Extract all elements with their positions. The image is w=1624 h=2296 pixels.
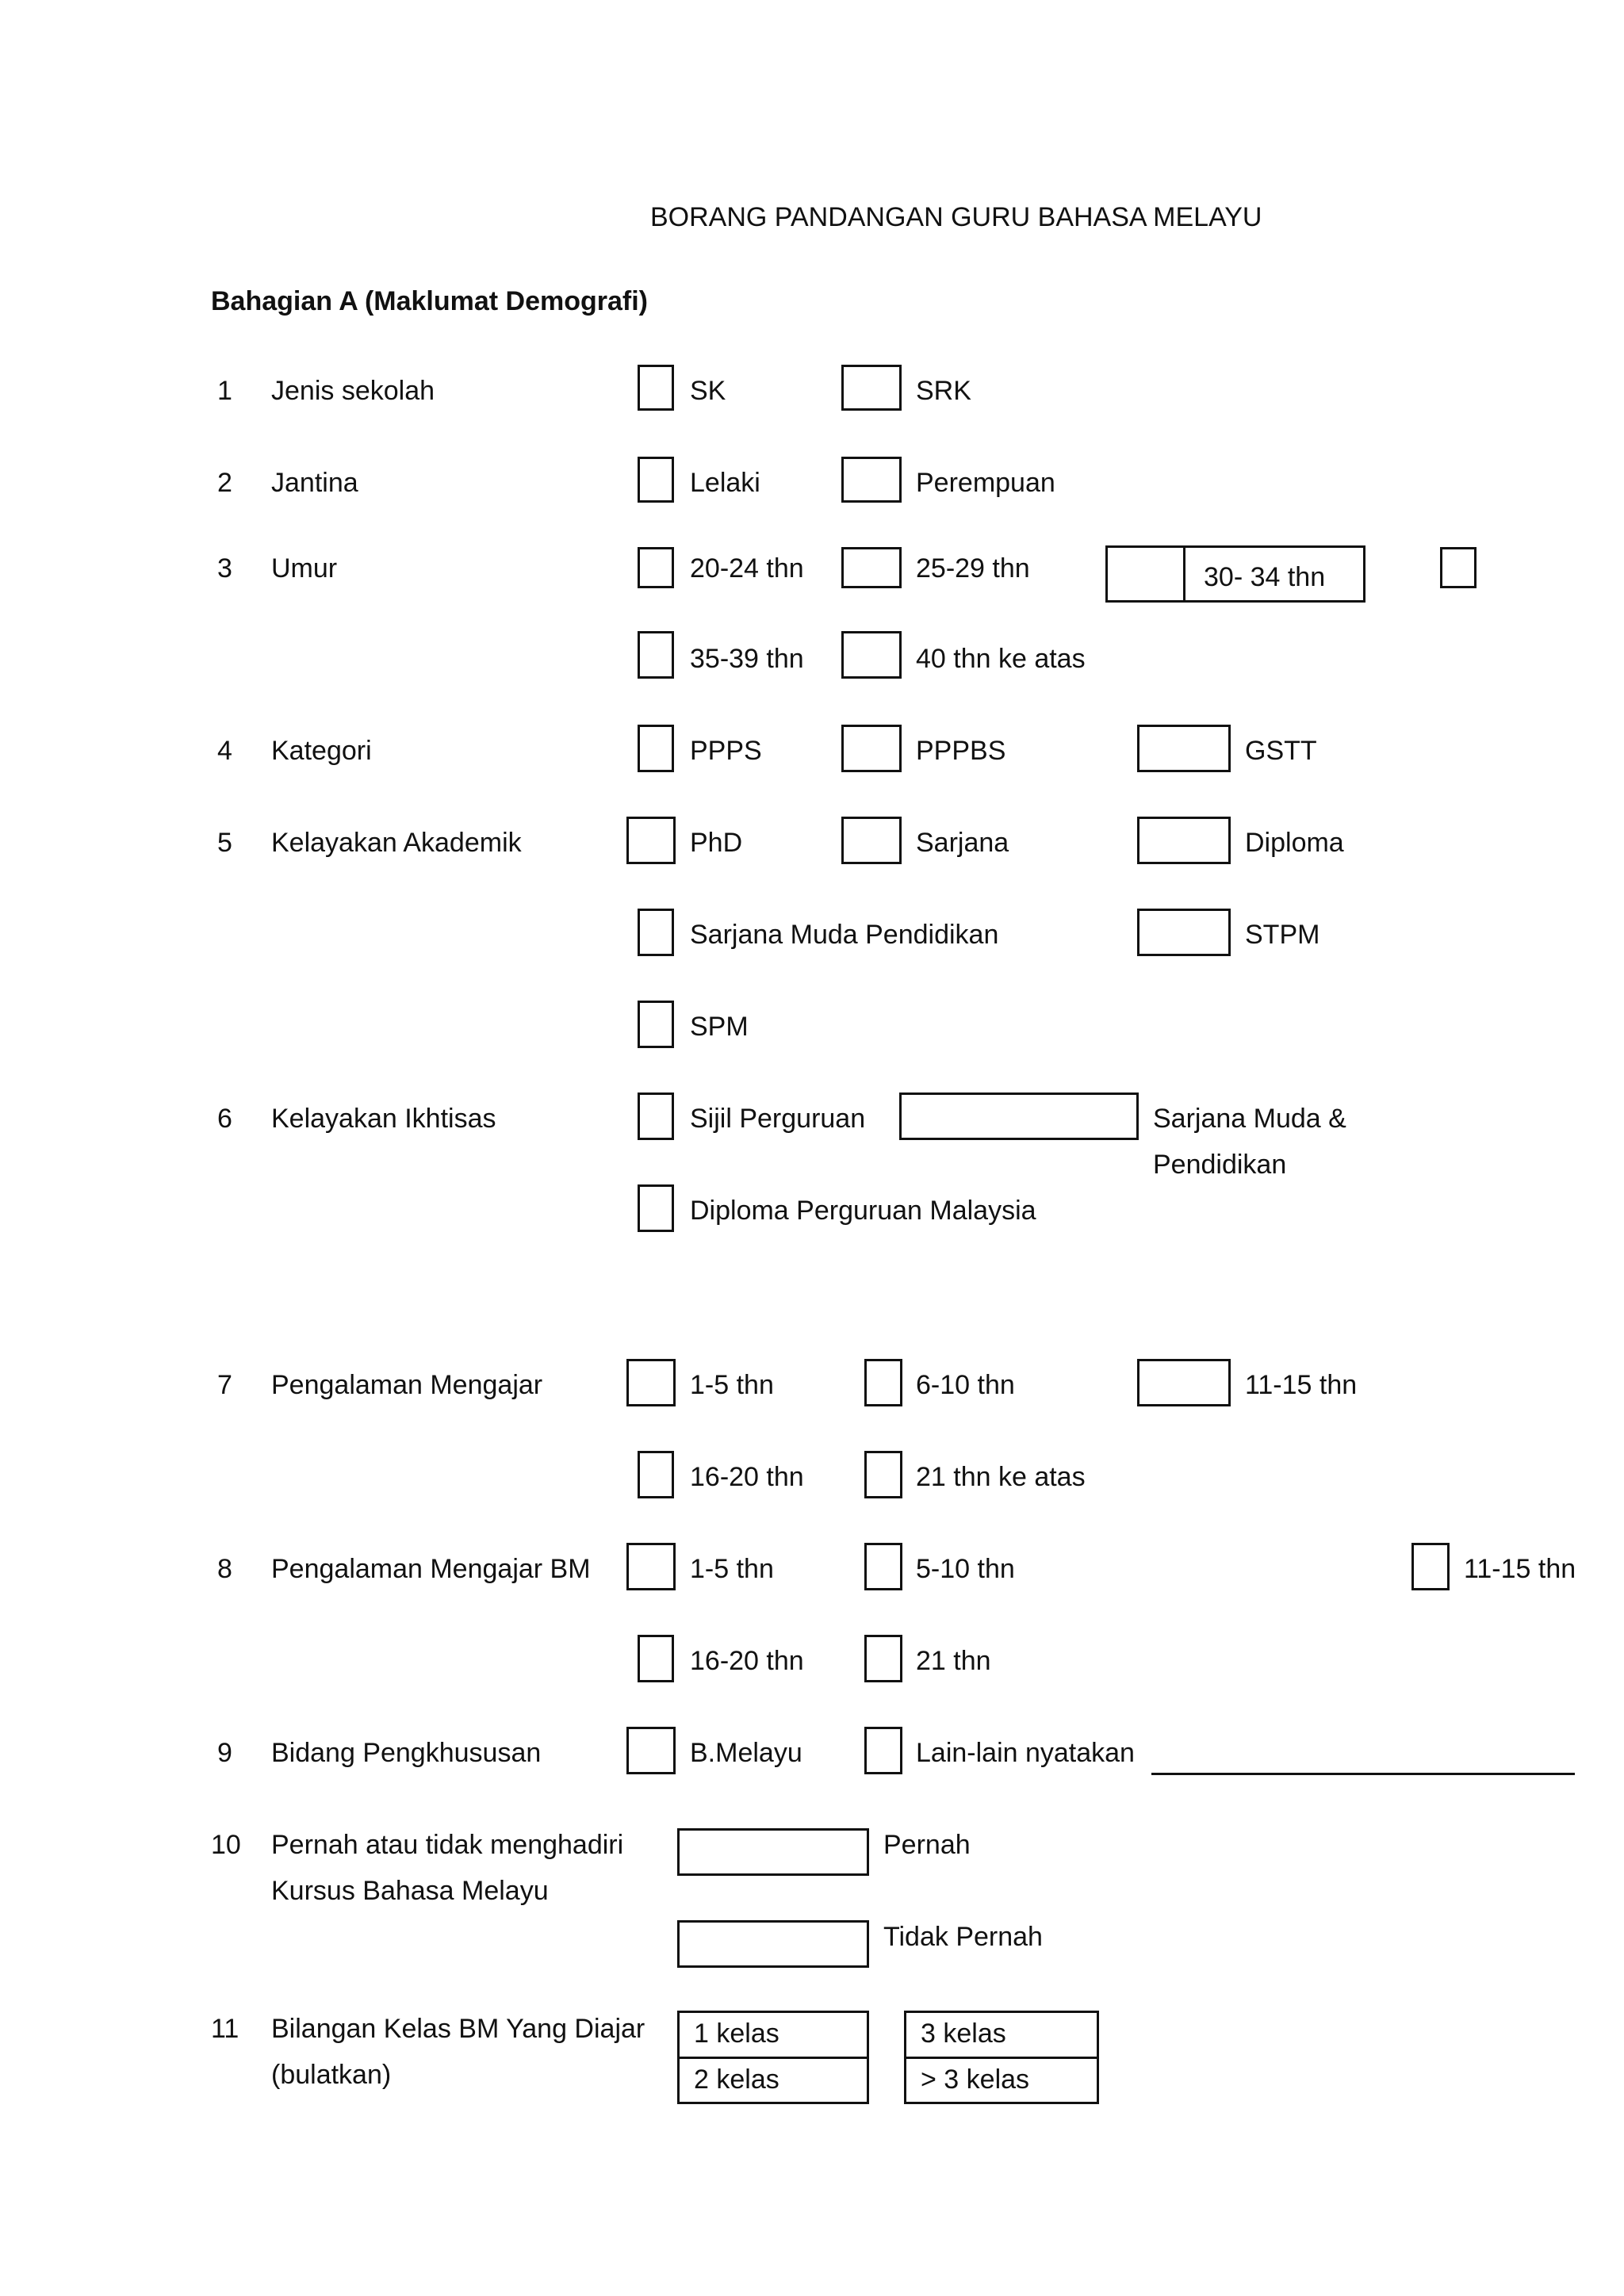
checkbox-40-plus[interactable]	[841, 631, 902, 679]
question-label: Pernah atau tidak menghadiri	[271, 1830, 624, 1860]
checkbox-6-10[interactable]	[864, 1359, 902, 1406]
question-label: Kelayakan Akademik	[271, 828, 522, 858]
checkbox-perempuan[interactable]	[841, 457, 902, 503]
checkbox-20-24[interactable]	[638, 547, 674, 588]
question-number: 3	[217, 553, 232, 584]
option-label: SRK	[916, 376, 971, 406]
checkbox-sarjana-muda-pendidikan[interactable]	[899, 1093, 1139, 1140]
checkbox-sarjana-muda[interactable]	[638, 909, 674, 956]
checkbox-bm-16-20[interactable]	[638, 1635, 674, 1682]
question-label-line2: Kursus Bahasa Melayu	[271, 1876, 549, 1906]
checkbox-srk[interactable]	[841, 365, 902, 411]
question-number: 9	[217, 1738, 232, 1768]
option-label: 1-5 thn	[690, 1370, 774, 1400]
question-label: Umur	[271, 553, 338, 584]
checkbox-11-15[interactable]	[1137, 1359, 1231, 1406]
checkbox-gstt[interactable]	[1137, 725, 1231, 772]
option-label: SPM	[690, 1012, 749, 1042]
question-label: Pengalaman Mengajar BM	[271, 1554, 591, 1584]
form-title: BORANG PANDANGAN GURU BAHASA MELAYU	[650, 202, 1262, 232]
option-label: SK	[690, 376, 726, 406]
question-number: 7	[217, 1370, 232, 1400]
checkbox-25-29[interactable]	[841, 547, 902, 588]
checkbox-lelaki[interactable]	[638, 457, 674, 503]
option-label: Lain-lain nyatakan	[916, 1738, 1135, 1768]
option-cell-more-than-3-kelas[interactable]: > 3 kelas	[904, 2057, 1099, 2104]
checkbox-tidak-pernah[interactable]	[677, 1920, 869, 1968]
checkbox-16-20[interactable]	[638, 1451, 674, 1498]
option-label: 16-20 thn	[690, 1462, 804, 1492]
question-number: 8	[217, 1554, 232, 1584]
option-label: Sarjana Muda &	[1153, 1104, 1346, 1134]
question-label: Jantina	[271, 468, 358, 498]
checkbox-sarjana[interactable]	[841, 817, 902, 864]
checkbox-spm[interactable]	[638, 1001, 674, 1048]
checkbox-divider	[1183, 545, 1185, 603]
option-label: 11-15 thn	[1464, 1554, 1576, 1584]
checkbox-ppps[interactable]	[638, 725, 674, 772]
option-label: PhD	[690, 828, 743, 858]
checkbox-bm-11-15[interactable]	[1411, 1543, 1450, 1590]
checkbox-lain-lain[interactable]	[864, 1727, 902, 1774]
option-label: 35-39 thn	[690, 644, 804, 674]
option-label: 5-10 thn	[916, 1554, 1015, 1584]
section-heading: Bahagian A (Maklumat Demografi)	[211, 286, 649, 316]
option-label: 30- 34 thn	[1204, 562, 1326, 592]
option-label: Tidak Pernah	[883, 1922, 1043, 1952]
option-label: 40 thn ke atas	[916, 644, 1086, 674]
option-label: 16-20 thn	[690, 1646, 804, 1676]
question-number: 5	[217, 828, 232, 858]
checkbox-sijil-perguruan[interactable]	[638, 1093, 674, 1140]
question-label: Jenis sekolah	[271, 376, 435, 406]
question-number: 11	[211, 2014, 239, 2044]
question-label: Kelayakan Ikhtisas	[271, 1104, 496, 1134]
option-label: Perempuan	[916, 468, 1055, 498]
option-label: Sarjana Muda Pendidikan	[690, 920, 999, 950]
checkbox-pppbs[interactable]	[841, 725, 902, 772]
option-label: Diploma Perguruan Malaysia	[690, 1196, 1036, 1226]
option-label: 11-15 thn	[1245, 1370, 1358, 1400]
question-label: Bilangan Kelas BM Yang Diajar	[271, 2014, 645, 2044]
option-label: B.Melayu	[690, 1738, 802, 1768]
option-label: 21 thn ke atas	[916, 1462, 1086, 1492]
checkbox-bm-1-5[interactable]	[626, 1543, 676, 1590]
question-number: 2	[217, 468, 232, 498]
question-label: Pengalaman Mengajar	[271, 1370, 543, 1400]
option-label: PPPBS	[916, 736, 1006, 766]
question-number: 6	[217, 1104, 232, 1134]
option-label: Diploma	[1245, 828, 1344, 858]
option-label: 1-5 thn	[690, 1554, 774, 1584]
checkbox-sk[interactable]	[638, 365, 674, 411]
option-label: GSTT	[1245, 736, 1317, 766]
question-label-line2: (bulatkan)	[271, 2060, 392, 2090]
question-number: 4	[217, 736, 232, 766]
option-label: STPM	[1245, 920, 1320, 950]
checkbox-bmelayu[interactable]	[626, 1727, 676, 1774]
checkbox-stpm[interactable]	[1137, 909, 1231, 956]
option-cell-1-kelas[interactable]: 1 kelas	[677, 2011, 869, 2059]
option-label: 25-29 thn	[916, 553, 1030, 584]
checkbox-bm-5-10[interactable]	[864, 1543, 902, 1590]
checkbox-pernah[interactable]	[677, 1828, 869, 1876]
option-label: 21 thn	[916, 1646, 991, 1676]
option-label: Pendidikan	[1153, 1150, 1287, 1180]
checkbox-diploma-perguruan[interactable]	[638, 1184, 674, 1232]
option-label: Sarjana	[916, 828, 1009, 858]
question-number: 1	[217, 376, 232, 406]
option-label: Pernah	[883, 1830, 971, 1860]
option-label: PPPS	[690, 736, 762, 766]
checkbox-bm-21[interactable]	[864, 1635, 902, 1682]
checkbox-extra[interactable]	[1440, 547, 1477, 588]
question-label: Bidang Pengkhususan	[271, 1738, 542, 1768]
checkbox-35-39[interactable]	[638, 631, 674, 679]
option-label: 20-24 thn	[690, 553, 804, 584]
checkbox-1-5[interactable]	[626, 1359, 676, 1406]
option-label: Lelaki	[690, 468, 760, 498]
question-label: Kategori	[271, 736, 372, 766]
option-cell-3-kelas[interactable]: 3 kelas	[904, 2011, 1099, 2059]
checkbox-21-plus[interactable]	[864, 1451, 902, 1498]
specify-blank-line[interactable]	[1151, 1773, 1575, 1775]
option-cell-2-kelas[interactable]: 2 kelas	[677, 2057, 869, 2104]
checkbox-diploma[interactable]	[1137, 817, 1231, 864]
checkbox-phd[interactable]	[626, 817, 676, 864]
option-label: 6-10 thn	[916, 1370, 1015, 1400]
question-number: 10	[211, 1830, 241, 1860]
option-label: Sijil Perguruan	[690, 1104, 866, 1134]
